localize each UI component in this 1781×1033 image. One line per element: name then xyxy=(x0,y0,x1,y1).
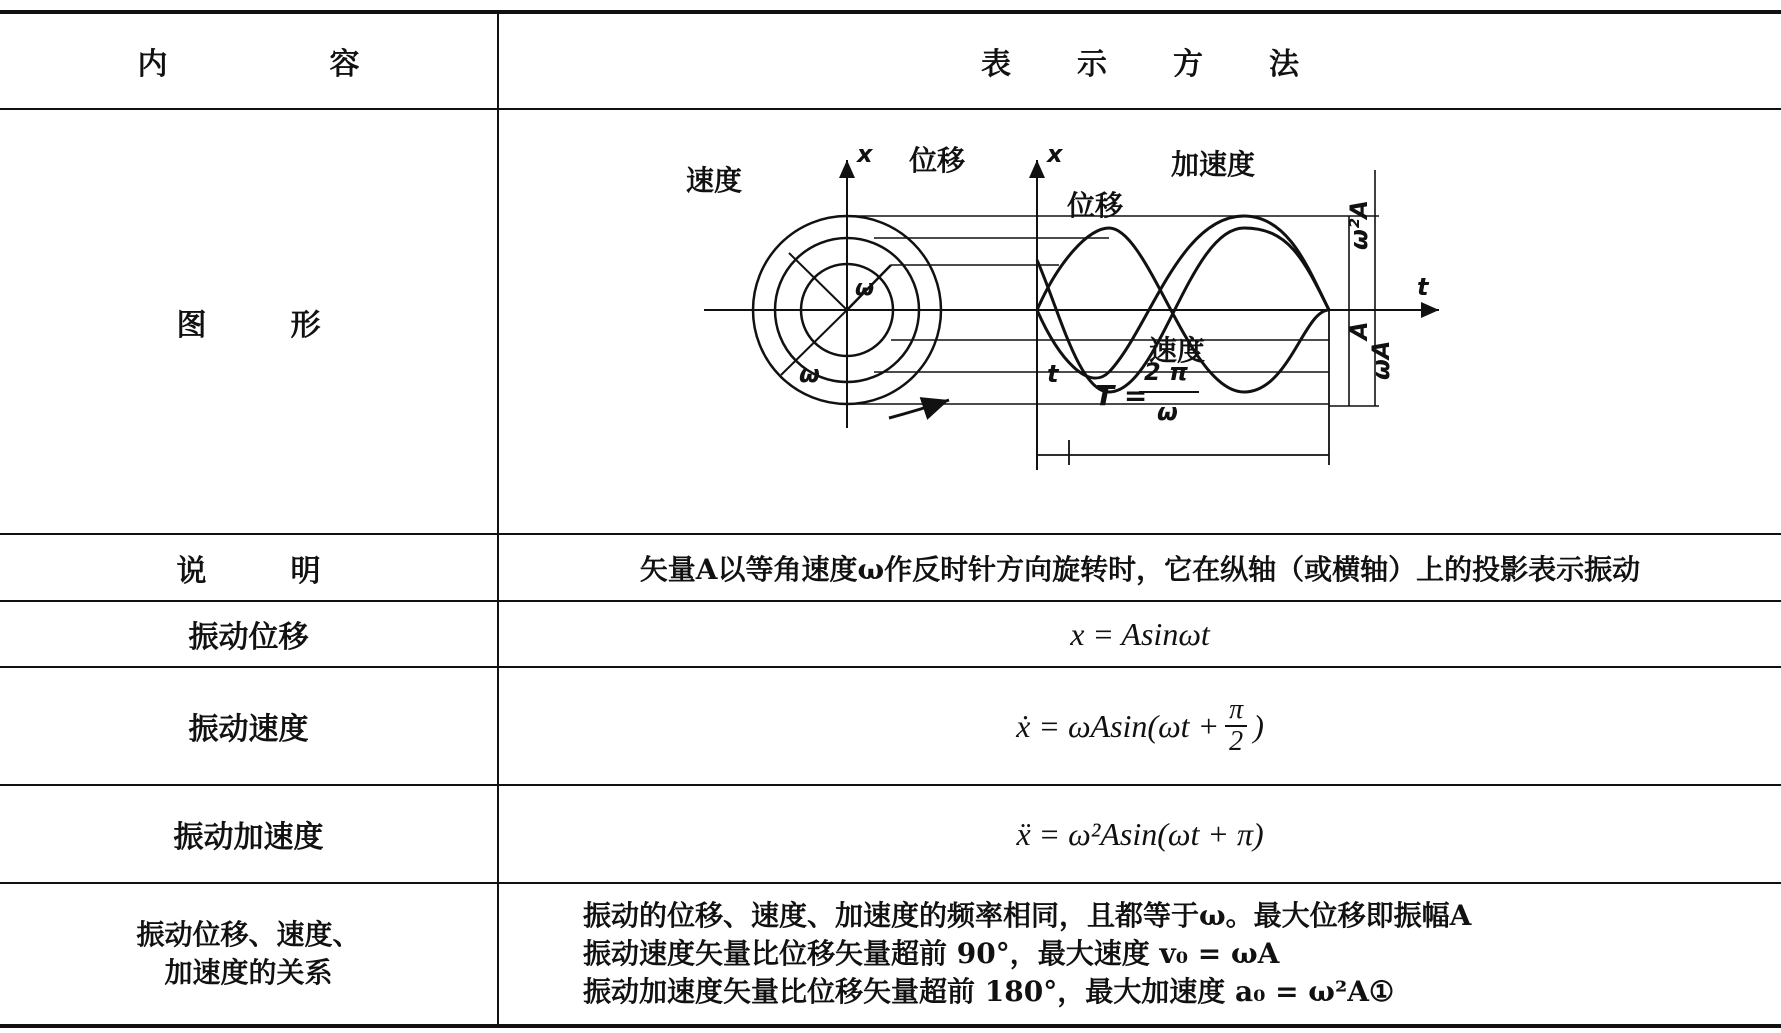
label-t: t xyxy=(1417,273,1429,301)
displacement-label: 振动位移 xyxy=(188,620,309,655)
label-velocity-bottom: 速度 xyxy=(1149,334,1206,367)
label-x-left: x xyxy=(857,140,873,168)
velocity-formula xyxy=(499,668,1781,784)
figure-label: 图 形 xyxy=(176,307,348,343)
relation-label-line1: 振动位移、速度、 xyxy=(136,918,361,951)
label-amp-wA: ωA xyxy=(1367,340,1395,380)
acceleration-label: 振动加速度 xyxy=(173,820,324,855)
label-period-num: 2 π xyxy=(1144,358,1189,386)
label-acceleration: 加速度 xyxy=(1171,148,1256,181)
relation-line3: 振动加速度矢量比位移矢量超前 180°，最大加速度 a₀ = ω²A① xyxy=(583,975,1395,1008)
figure-cell xyxy=(499,110,1781,533)
vector-velocity xyxy=(789,253,847,310)
bottom-rule xyxy=(0,1024,1781,1028)
header-content: 内 容 xyxy=(137,47,426,82)
label-t-marker: t xyxy=(1047,360,1059,388)
header-method: 表示方法 xyxy=(981,47,1365,82)
velocity-frac-den: 2 xyxy=(1229,726,1244,757)
relation-text xyxy=(499,884,1781,1024)
velocity-formula-prefix: ẋ = ωAsin(ωt + xyxy=(1016,707,1220,744)
label-velocity-top: 速度 xyxy=(686,164,743,197)
label-omega-rotation: ω xyxy=(799,360,820,388)
label-period-den: ω xyxy=(1157,398,1178,426)
velocity-formula-suffix: ) xyxy=(1253,707,1264,744)
relation-line2: 振动速度矢量比位移矢量超前 90°，最大速度 v₀ = ωA xyxy=(583,937,1280,970)
rotating-vector-diagram xyxy=(499,110,1781,533)
relation-line1: 振动的位移、速度、加速度的频率相同，且都等于ω。最大位移即振幅A xyxy=(583,899,1472,932)
relation-label xyxy=(0,884,497,1024)
velocity-fraction xyxy=(1225,695,1247,757)
description-label: 说 明 xyxy=(176,553,348,589)
relation-label-line2: 加速度的关系 xyxy=(164,956,333,989)
omega-rotation-arrow xyxy=(889,400,949,418)
label-omega-center: ω xyxy=(855,276,875,301)
displacement-formula: x = Asinωt xyxy=(1070,615,1210,652)
label-amp-w2A: ω²A xyxy=(1345,200,1373,250)
label-x-right: x xyxy=(1047,140,1063,168)
label-amp-A: A xyxy=(1345,321,1373,340)
velocity-label: 振动速度 xyxy=(188,712,309,747)
velocity-frac-num: π xyxy=(1225,695,1247,727)
label-displacement-top: 位移 xyxy=(909,144,966,177)
acceleration-formula: ẍ = ω²Asin(ωt + π) xyxy=(1016,815,1264,852)
description-text: 矢量A以等角速度ω作反时针方向旋转时，它在纵轴（或横轴）上的投影表示振动 xyxy=(639,552,1641,586)
label-displacement-curve: 位移 xyxy=(1067,189,1124,222)
label-period-T: T = xyxy=(1095,379,1148,412)
